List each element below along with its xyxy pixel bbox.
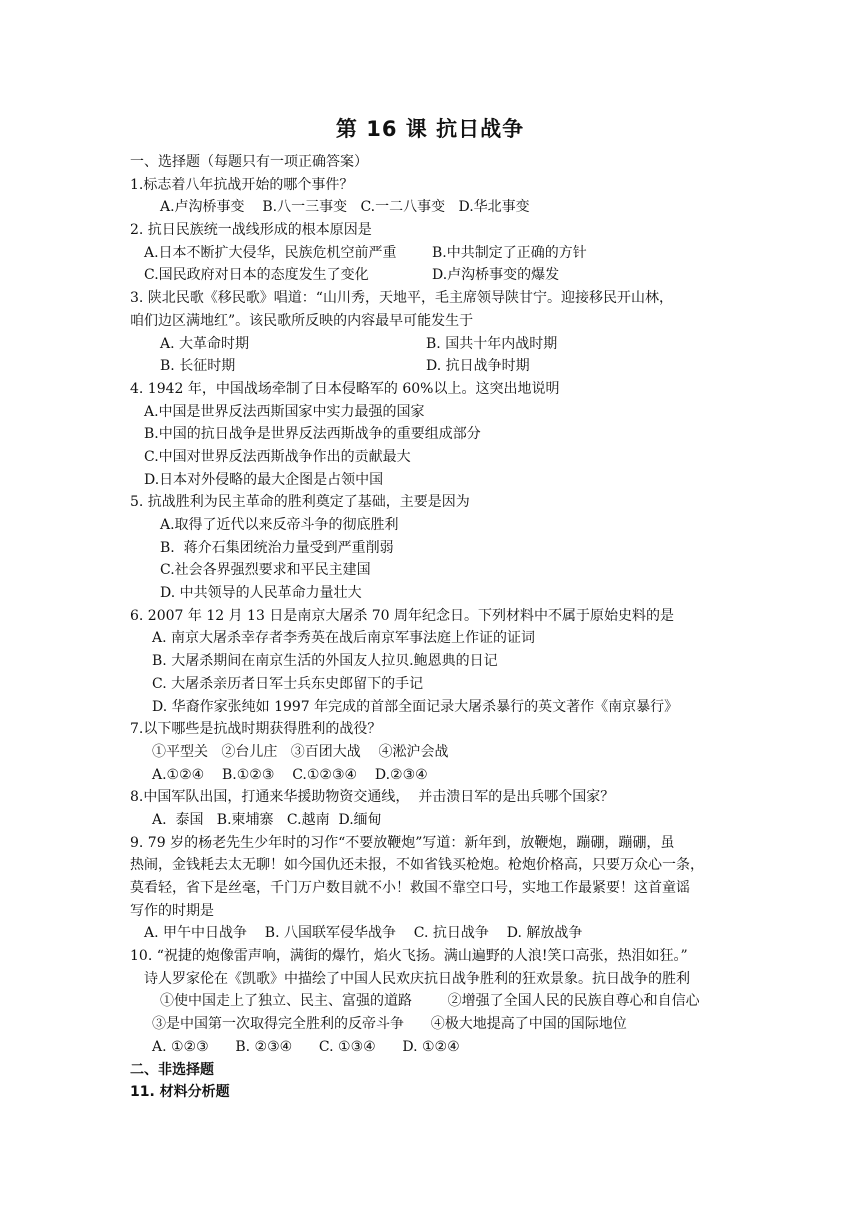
question-3-stem-line-2: 咱们边区满地红”。该民歌所反映的内容最早可能发生于 [130, 312, 474, 329]
section-heading: 一、选择题（每题只有一项正确答案） [130, 154, 368, 170]
question-2-option-b: B.中共制定了正确的方针 [432, 244, 587, 261]
question-6-stem: 6. 2007 年 12 月 13 日是南京大屠杀 70 周年纪念日。下列材料中不属于原始史料的是 [130, 607, 675, 624]
page-title: 第 16 课 抗日战争 [335, 117, 525, 141]
question-9-line-2: 热闹，金钱耗去太无聊！如今国仇还未报，不如省钱买枪炮。枪炮价格高，只要万众心一条， [130, 857, 704, 874]
question-5-option-d: D. 中共领导的人民革命力量壮大 [160, 585, 362, 602]
question-6-option-a: A. 南京大屠杀幸存者李秀英在战后南京军事法庭上作证的证词 [152, 630, 536, 647]
question-2-stem: 2. 抗日民族统一战线形成的根本原因是 [130, 222, 372, 239]
question-5-option-a: A.取得了近代以来反帝斗争的彻底胜利 [160, 517, 399, 533]
question-10-line-1: 10. “祝捷的炮像雷声响，满街的爆竹，焰火飞扬。满山遍野的人浪!笑口高张，热泪如狂。” [130, 948, 688, 965]
question-3-option-c: B. 长征时期 [160, 358, 236, 375]
question-4-option-b: B.中国的抗日战争是世界反法西斯战争的重要组成部分 [144, 426, 481, 443]
question-2-option-c: C.国民政府对日本的态度发生了变化 [144, 267, 369, 284]
question-8-stem: 8.中国军队出国，打通来华援助物资交通线， 并击溃日军的是出兵哪个国家？ [130, 789, 615, 806]
question-4-stem: 4. 1942 年，中国战场牵制了日本侵略军的 60%以上。这突出地说明 [130, 380, 560, 397]
question-2-option-a: A.日本不断扩大侵华，民族危机空前严重 [144, 244, 397, 261]
question-6-option-b: B. 大屠杀期间在南京生活的外国友人拉贝.鲍恩典的日记 [152, 653, 498, 670]
question-10-line-2: 诗人罗家伦在《凯歌》中描绘了中国人民欢庆抗日战争胜利的狂欢景象。抗日战争的胜利 [144, 970, 690, 987]
question-3-option-b: B. 国共十年内战时期 [426, 335, 558, 352]
question-4-option-a: A.中国是世界反法西斯国家中实力最强的国家 [144, 403, 425, 420]
question-6-option-c: C. 大屠杀亲历者日军士兵东史郎留下的手记 [152, 675, 424, 692]
question-4-option-c: C.中国对世界反法西斯战争作出的贡献最大 [144, 448, 411, 465]
question-1-stem: 1.标志着八年抗战开始的哪个事件？ [130, 176, 354, 193]
document-body [130, 151, 740, 1104]
question-9-line-4: 写作的时期是 [130, 902, 214, 919]
question-7-stem: 7.以下哪些是抗战时期获得胜利的战役？ [130, 721, 382, 738]
question-7-options: A.①②④ B.①②③ C.①②③④ D.②③④ [152, 766, 428, 783]
question-3-option-d: D. 抗日战争时期 [426, 358, 530, 375]
question-5-option-b: B. 蒋介石集团统治力量受到严重削弱 [160, 539, 394, 556]
question-7-items: ①平型关 ②台儿庄 ③百团大战 ④淞沪会战 [152, 743, 449, 760]
question-9-line-3: 莫看轻，省下是丝毫，千门万户数目就不小！救国不靠空口号，实地工作最紧要！这首童谣 [130, 880, 690, 896]
question-1-options: A.卢沟桥事变 B.八一三事变 C.一二八事变 D.华北事变 [160, 199, 530, 216]
question-9-options: A. 甲午中日战争 B. 八国联军侵华战争 C. 抗日战争 D. 解放战争 [144, 925, 583, 942]
question-4-option-d: D.日本对外侵略的最大企图是占领中国 [144, 471, 384, 488]
question-3-option-a: A. 大革命时期 [160, 335, 250, 352]
question-3-stem-line-1: 3. 陕北民歌《移民歌》唱道：“山川秀，天地平，毛主席领导陕甘宁。迎接移民开山林， [130, 290, 673, 307]
question-5-option-c: C.社会各界强烈要求和平民主建国 [160, 562, 371, 579]
question-10-options: A. ①②③ B. ②③④ C. ①③④ D. ①②④ [152, 1038, 460, 1055]
question-10-items-3-4: ③是中国第一次取得完全胜利的反帝斗争 ④极大地提高了中国的国际地位 [152, 1016, 627, 1033]
question-10-items-1-2: ①使中国走上了独立、民主、富强的道路 ②增强了全国人民的民族自尊心和自信心 [160, 993, 700, 1010]
question-8-options: A. 泰国 B.柬埔寨 C.越南 D.缅甸 [152, 811, 382, 828]
question-6-option-d: D. 华裔作家张纯如 1997 年完成的首部全面记录大屠杀暴行的英文著作《南京暴行》 [152, 698, 679, 715]
section-heading-2: 二、非选择题 [130, 1061, 214, 1078]
question-5-stem: 5. 抗战胜利为民主革命的胜利奠定了基础，主要是因为 [130, 494, 470, 511]
question-9-line-1: 9. 79 岁的杨老先生少年时的习作“不要放鞭炮”写道：新年到，放鞭炮，蹦硼，蹦硼，虽 [130, 834, 675, 851]
question-2-option-d: D.卢沟桥事变的爆发 [432, 267, 560, 284]
question-11-heading: 11. 材料分析题 [130, 1084, 230, 1101]
